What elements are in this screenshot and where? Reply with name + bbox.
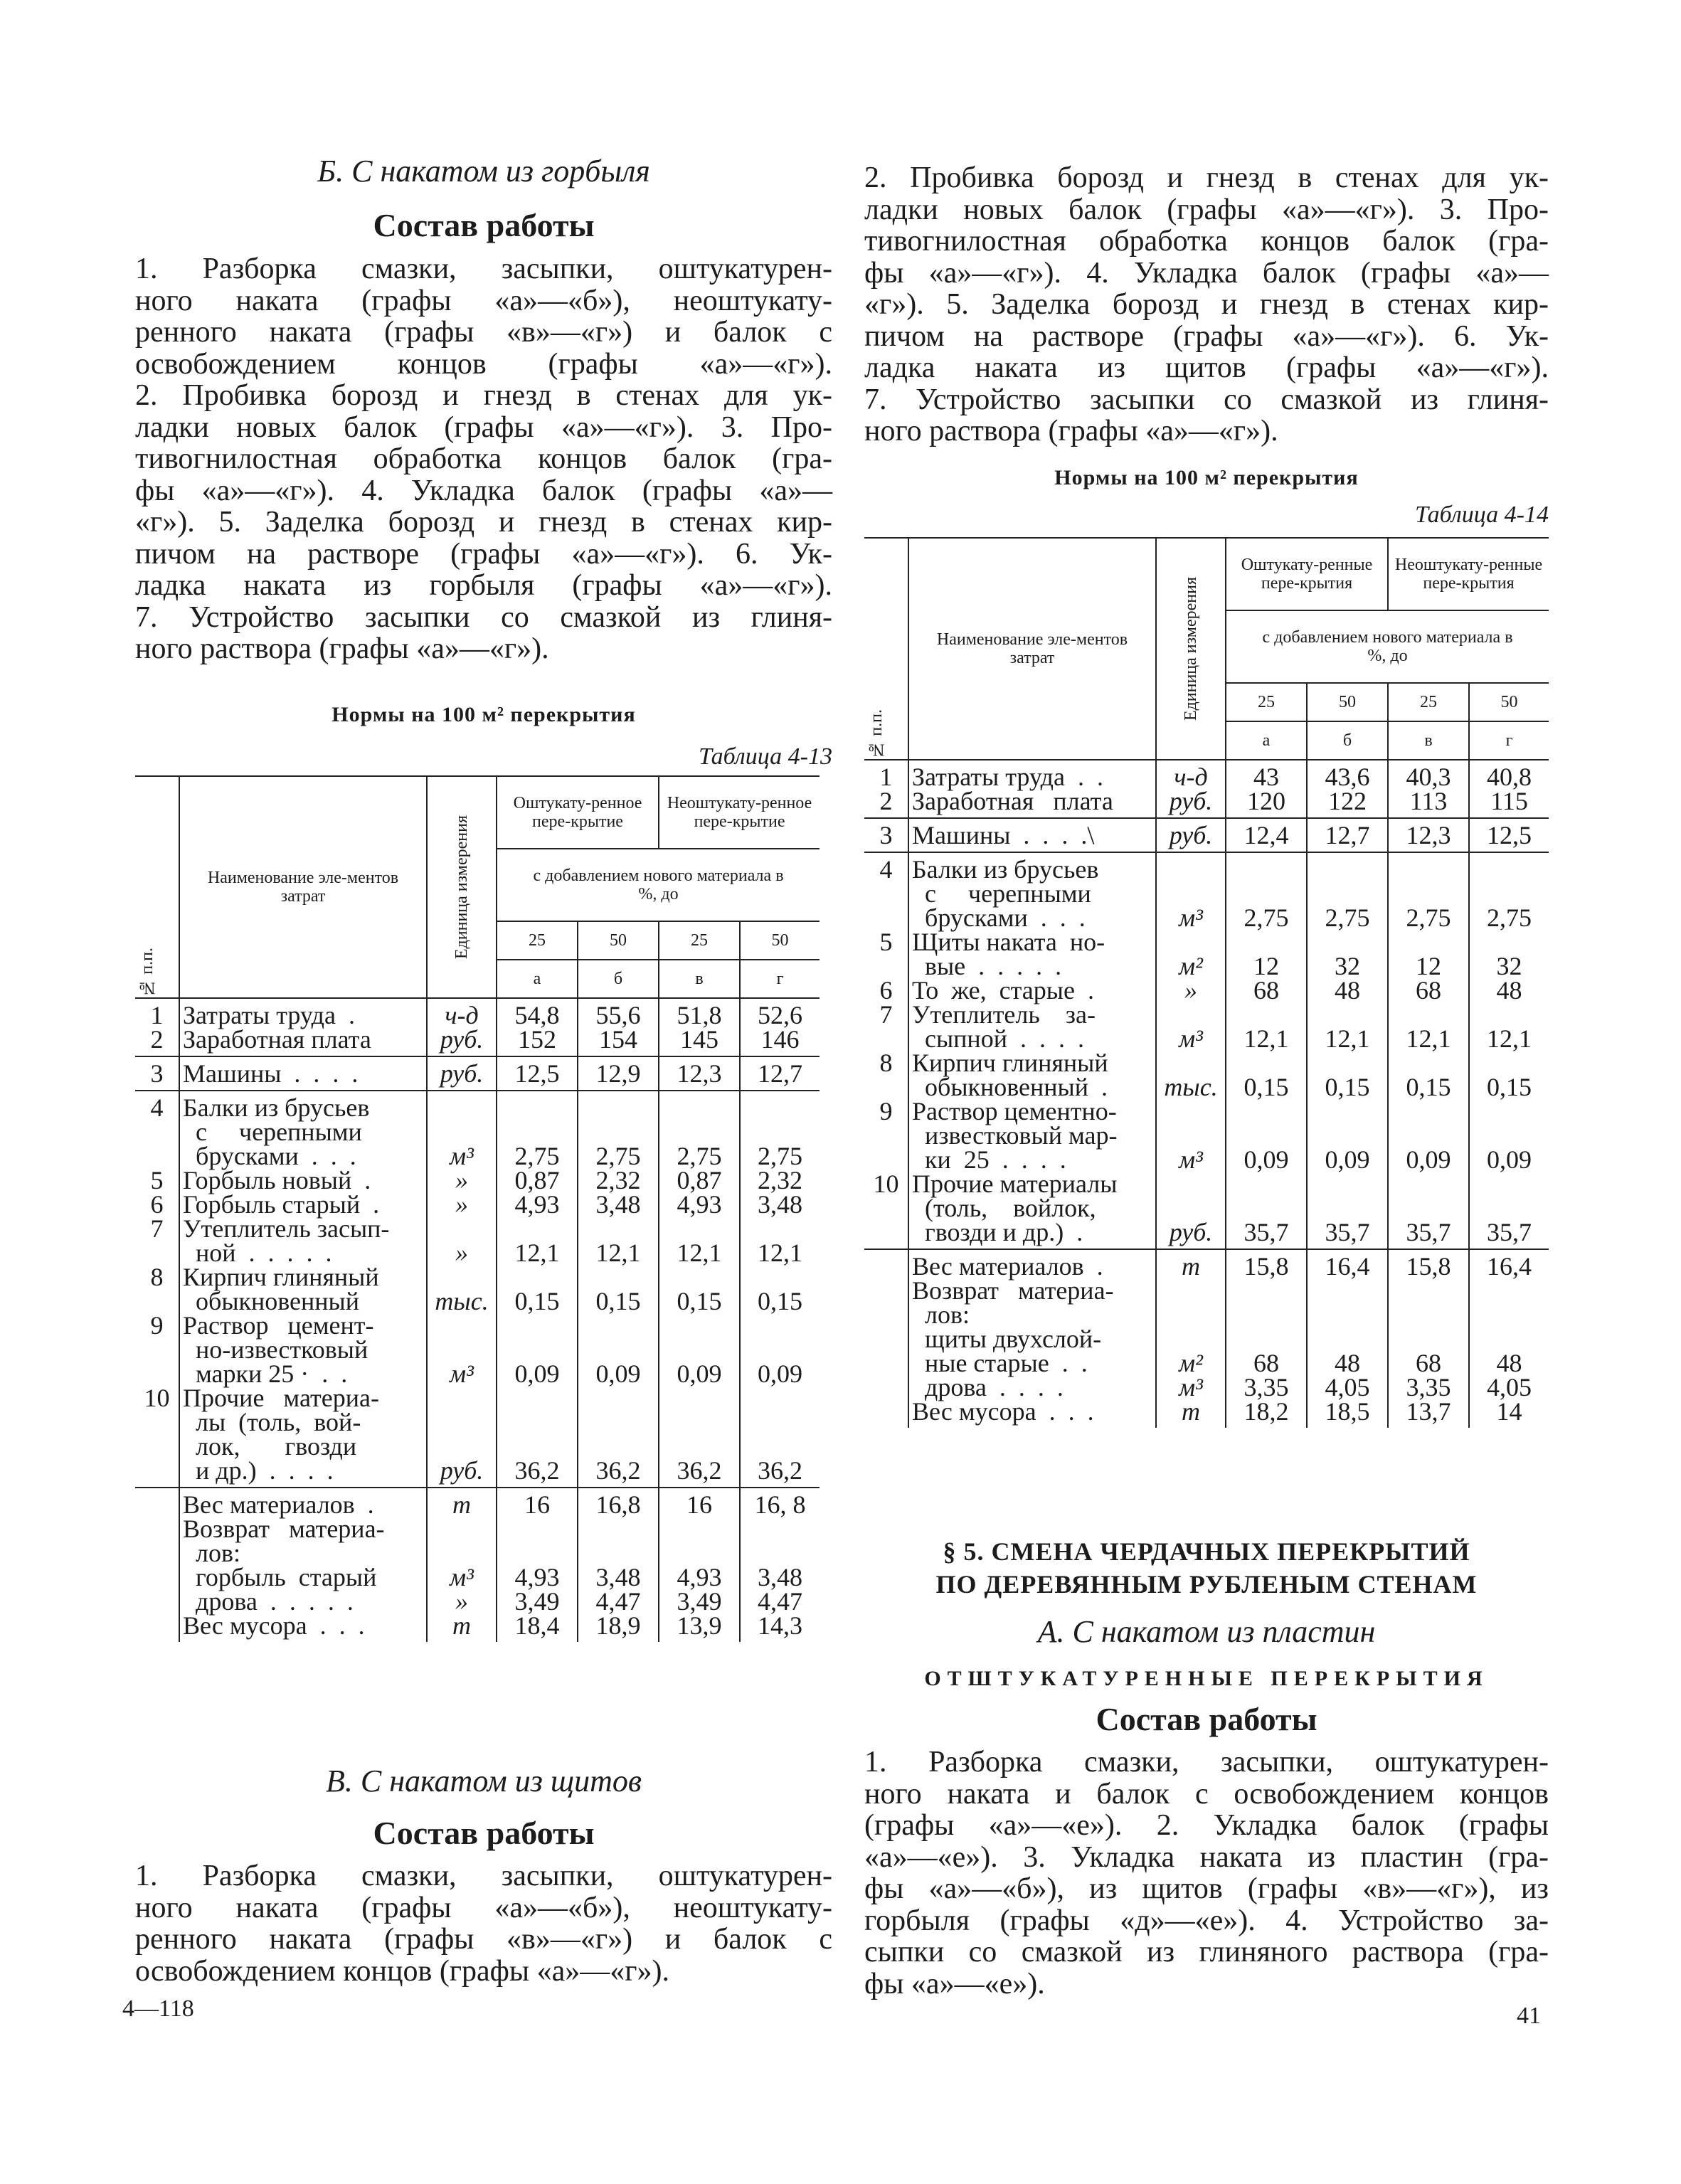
header-row — [135, 776, 820, 849]
header-letter: а — [1226, 721, 1307, 760]
paragraph-line: освобождением концов (графы «а»—«г»). — [135, 1954, 669, 1988]
row-name: Балки из брусьев с черепными брусками . . . Горбыль новый . Горбыль старый . Утеплитель засып- ной . . . . . Кирпич глиняный обыкновенный Раствор цемент- но-известковый марки 25 · . . Прочие материа- лы (толь, вой- лок, гвозди и др.) . . . . — [179, 1091, 427, 1488]
para-bottom — [864, 1746, 1549, 2000]
header-additive: с добавлением нового материала в %, до — [1226, 610, 1549, 683]
header-percent: 50 — [578, 921, 659, 960]
header-no — [864, 538, 908, 760]
table-row — [135, 1056, 820, 1091]
paragraph-line: сыпки со смазкой из глиняного раствора (гра- — [864, 1936, 1549, 1968]
paragraph-line: 1. Разборка смазки, засыпки, оштукатурен- — [864, 1746, 1549, 1779]
norms-caption-13: Нормы на 100 м² перекрытия — [332, 703, 636, 726]
paragraph-line: фы «а»—«б»), из щитов (графы «в»—«г»), из — [864, 1872, 1549, 1905]
value-c: 15,8 68 3,35 13,7 — [1388, 1249, 1469, 1428]
row-unit: т м² м³ т — [1156, 1249, 1226, 1428]
header-group-2: Неоштукату-ренное пере-крытие — [659, 776, 820, 849]
header-no — [135, 776, 179, 998]
header-no-label: № п.п. — [138, 948, 157, 997]
paragraph-line: ного наката (графы «а»—«б»), неоштукату- — [135, 1891, 832, 1924]
paragraph-line: фы «а»—«г»). 4. Укладка балок (графы «а»— — [864, 256, 1549, 290]
row-unit: ч-д руб. — [427, 998, 497, 1056]
section-heading — [864, 1535, 1549, 1601]
paragraph-line: 7. Устройство засыпки со смазкой из глиня- — [864, 383, 1549, 416]
row-name: Балки из брусьев с черепными брусками . . . Щиты наката но- вые . . . . . То же, старые . Утеплитель за- сыпной . . . . Кирпич глиняный обыкновенный . Раствор цементно- известковый мар- ки 25 . . . . Прочие материалы (толь, войлок, гвозди и др.) . — [908, 852, 1156, 1249]
table-row — [135, 1091, 820, 1488]
paragraph-line: тивогнилостная обработка концов балок (гра- — [135, 442, 832, 475]
table-row — [864, 760, 1549, 818]
paragraph-line: ного раствора (графы «а»—«г»). — [864, 415, 1278, 447]
row-name: Вес материалов . Возврат материа- лов: щиты двухслой- ные старые . . дрова . . . . Вес мусора . . . — [908, 1249, 1156, 1428]
value-c: 40,3 113 — [1388, 760, 1469, 818]
paragraph-line: 2. Пробивка борозд и гнезд в стенах для ук- — [135, 379, 832, 412]
section-b-title: Б. С накатом из горбыля — [317, 154, 650, 189]
value-a: 12,4 — [1226, 818, 1307, 852]
header-letter: г — [740, 960, 820, 998]
value-b: 12,9 — [578, 1056, 659, 1091]
value-a: 15,8 68 3,35 18,2 — [1226, 1249, 1307, 1428]
row-no: 3 — [150, 1059, 164, 1088]
value-d: 2,75 32 48 12,1 0,15 0,09 35,7 — [1469, 852, 1549, 1249]
table-row — [864, 852, 1549, 1249]
paragraph-line: тивогнилостная обработка концов балок (гра- — [864, 225, 1549, 258]
paragraph-line: пичом на растворе (графы «а»—«г»). 6. Ук- — [135, 537, 832, 571]
value-d: 12,5 — [1469, 818, 1549, 852]
value-c: 16 4,93 3,49 13,9 — [659, 1488, 740, 1642]
value-c: 2,75 12 68 12,1 0,15 0,09 35,7 — [1388, 852, 1469, 1249]
value-a: 2,75 0,87 4,93 12,1 0,15 0,09 36,2 — [497, 1091, 578, 1488]
row-no: 1 2 — [150, 1001, 164, 1054]
header-percent: 25 — [1388, 683, 1469, 721]
table-4-14 — [864, 537, 1549, 1428]
row-name: Вес материалов . Возврат материа- лов: горбыль старый дрова . . . . . Вес мусора . . . — [179, 1488, 427, 1642]
value-d: 16,4 48 4,05 14 — [1469, 1249, 1549, 1428]
paragraph-line: ладки новых балок (графы «а»—«г»). 3. Про- — [135, 410, 832, 444]
table-row — [135, 1488, 820, 1642]
row-no: 4 5 6 7 8 9 10 — [144, 1093, 170, 1412]
table-row — [864, 818, 1549, 852]
value-a: 2,75 12 68 12,1 0,15 0,09 35,7 — [1226, 852, 1307, 1249]
section-heading-line-2: ПО ДЕРЕВЯННЫМ РУБЛЕНЫМ СТЕНАМ — [935, 1570, 1478, 1599]
value-c: 2,75 0,87 4,93 12,1 0,15 0,09 36,2 — [659, 1091, 740, 1488]
row-unit: ч-д руб. — [1156, 760, 1226, 818]
paragraph-line: «а»—«е»). 3. Укладка наката из пластин (гра- — [864, 1840, 1549, 1874]
value-b: 43,6 122 — [1307, 760, 1388, 818]
header-percent: 50 — [1469, 683, 1549, 721]
row-unit: руб. — [1156, 818, 1226, 852]
paragraph-line: «г»). 5. Заделка борозд и гнезд в стенах кир- — [135, 506, 832, 539]
paragraph-line: 2. Пробивка борозд и гнезд в стенах для ук- — [864, 161, 1549, 194]
paragraph-line: ного раствора (графы «а»—«г»). — [135, 632, 549, 665]
paragraph-line: «г»). 5. Заделка борозд и гнезд в стенах кир- — [864, 288, 1549, 321]
header-name: Наименование эле-ментов затрат — [908, 538, 1156, 760]
header-unit-label: Единица измерения — [1182, 576, 1200, 721]
row-name: Затраты труда . . Заработная плата — [908, 760, 1156, 818]
header-unit — [427, 776, 497, 998]
row-name: Машины . . . . — [179, 1056, 427, 1091]
header-additive: с добавлением нового материала в %, до — [497, 849, 820, 921]
para-top — [864, 162, 1549, 447]
section-heading-line-1: § 5. СМЕНА ЧЕРДАЧНЫХ ПЕРЕКРЫТИЙ — [943, 1537, 1470, 1566]
table-4-13 — [135, 775, 820, 1642]
header-unit-label: Единица измерения — [452, 815, 471, 960]
header-letter: в — [1388, 721, 1469, 760]
paragraph-line: (графы «а»—«е»). 2. Укладка балок (графы — [864, 1809, 1549, 1842]
page-number: 41 — [1517, 2003, 1541, 2029]
header-no-label: № п.п. — [867, 709, 886, 759]
paragraph-line: 1. Разборка смазки, засыпки, оштукатурен- — [135, 253, 832, 285]
row-unit: м³ м² » м³ тыс. м³ руб. — [1156, 852, 1226, 1249]
row-no — [864, 1249, 908, 1428]
sostav-v-heading: Состав работы — [373, 1815, 595, 1851]
paragraph-line: пичом на растворе (графы «а»—«г»). 6. Ук- — [864, 319, 1549, 353]
footer-signature: 4—118 — [122, 1995, 194, 2022]
sostav-heading: Состав работы — [1096, 1701, 1317, 1737]
table-name-13: Таблица 4-13 — [699, 743, 832, 770]
paragraph-line: горбыля (графы «д»—«е»). 4. Устройство за- — [864, 1904, 1549, 1937]
row-no: 4 5 6 7 8 9 10 — [873, 855, 899, 1198]
table-row — [864, 1249, 1549, 1428]
header-group-1: Оштукату-ренное пере-крытие — [497, 776, 659, 849]
para-b — [135, 253, 832, 665]
header-percent: 50 — [740, 921, 820, 960]
paragraph-line: 1. Разборка смазки, засыпки, оштукатурен- — [135, 1860, 832, 1892]
header-letter: в — [659, 960, 740, 998]
paragraph-line: освобождением концов (графы «а»—«г»). — [135, 347, 832, 381]
value-d: 2,75 2,32 3,48 12,1 0,15 0,09 36,2 — [740, 1091, 820, 1488]
paragraph-line: ладки новых балок (графы «а»—«г»). 3. Про- — [864, 193, 1549, 226]
paragraph-line: ного наката и балок с освобождением концов — [864, 1777, 1549, 1811]
value-a: 16 4,93 3,49 18,4 — [497, 1488, 578, 1642]
paragraph-line: ладка наката из щитов (графы «а»—«г»). — [864, 351, 1549, 384]
paragraph-line: фы «а»—«е»). — [864, 1967, 1045, 2000]
row-no: 3 — [879, 821, 893, 849]
value-d: 52,6 146 — [740, 998, 820, 1056]
header-letter: б — [1307, 721, 1388, 760]
value-b: 2,75 32 48 12,1 0,15 0,09 35,7 — [1307, 852, 1388, 1249]
value-c: 12,3 — [659, 1056, 740, 1091]
header-letter: а — [497, 960, 578, 998]
row-name: Затраты труда . Заработная плата — [179, 998, 427, 1056]
value-b: 16,4 48 4,05 18,5 — [1307, 1249, 1388, 1428]
norms-caption-14: Нормы на 100 м² перекрытия — [1054, 466, 1359, 489]
header-row — [864, 538, 1549, 610]
header-percent: 50 — [1307, 683, 1388, 721]
header-percent: 25 — [659, 921, 740, 960]
header-percent: 25 — [1226, 683, 1307, 721]
header-percent: 25 — [497, 921, 578, 960]
paragraph-line: ладка наката из горбыля (графы «а»—«г»). — [135, 569, 832, 602]
row-unit: м³ » » » тыс. м³ руб. — [427, 1091, 497, 1488]
header-name: Наименование эле-ментов затрат — [179, 776, 427, 998]
value-d: 40,8 115 — [1469, 760, 1549, 818]
paragraph-line: фы «а»—«г»). 4. Укладка балок (графы «а»— — [135, 474, 832, 507]
value-d: 16, 8 3,48 4,47 14,3 — [740, 1488, 820, 1642]
row-name: Машины . . . .\ — [908, 818, 1156, 852]
header-letter: б — [578, 960, 659, 998]
row-unit: т м³ » т — [427, 1488, 497, 1642]
paragraph-line: ренного наката (графы «в»—«г») и балок с — [135, 316, 832, 349]
value-b: 55,6 154 — [578, 998, 659, 1056]
value-a: 43 120 — [1226, 760, 1307, 818]
table-row — [135, 998, 820, 1056]
para-v — [135, 1860, 832, 1987]
spaced-heading: ОТШТУКАТУРЕННЫЕ ПЕРЕКРЫТИЯ — [924, 1667, 1489, 1690]
header-letter: г — [1469, 721, 1549, 760]
header-group-1: Оштукату-ренные пере-крытия — [1226, 538, 1388, 610]
value-a: 12,5 — [497, 1056, 578, 1091]
row-no: 1 2 — [879, 763, 893, 815]
section-a-title: А. С накатом из пластин — [1037, 1614, 1376, 1649]
value-c: 51,8 145 — [659, 998, 740, 1056]
value-b: 12,7 — [1307, 818, 1388, 852]
value-b: 2,75 2,32 3,48 12,1 0,15 0,09 36,2 — [578, 1091, 659, 1488]
paragraph-line: 7. Устройство засыпки со смазкой из глиня- — [135, 600, 832, 634]
value-a: 54,8 152 — [497, 998, 578, 1056]
header-unit — [1156, 538, 1226, 760]
paragraph-line: ного наката (графы «а»—«б»), неоштукату- — [135, 284, 832, 317]
section-v-title: В. С накатом из щитов — [326, 1764, 642, 1798]
value-b: 16,8 3,48 4,47 18,9 — [578, 1488, 659, 1642]
row-no — [135, 1488, 179, 1642]
value-c: 12,3 — [1388, 818, 1469, 852]
paragraph-line: ренного наката (графы «в»—«г») и балок с — [135, 1923, 832, 1956]
sostav-b-heading: Состав работы — [373, 207, 595, 243]
table-name-14: Таблица 4-14 — [1415, 502, 1549, 528]
value-d: 12,7 — [740, 1056, 820, 1091]
row-unit: руб. — [427, 1056, 497, 1091]
header-group-2: Неоштукату-ренные пере-крытия — [1388, 538, 1549, 610]
